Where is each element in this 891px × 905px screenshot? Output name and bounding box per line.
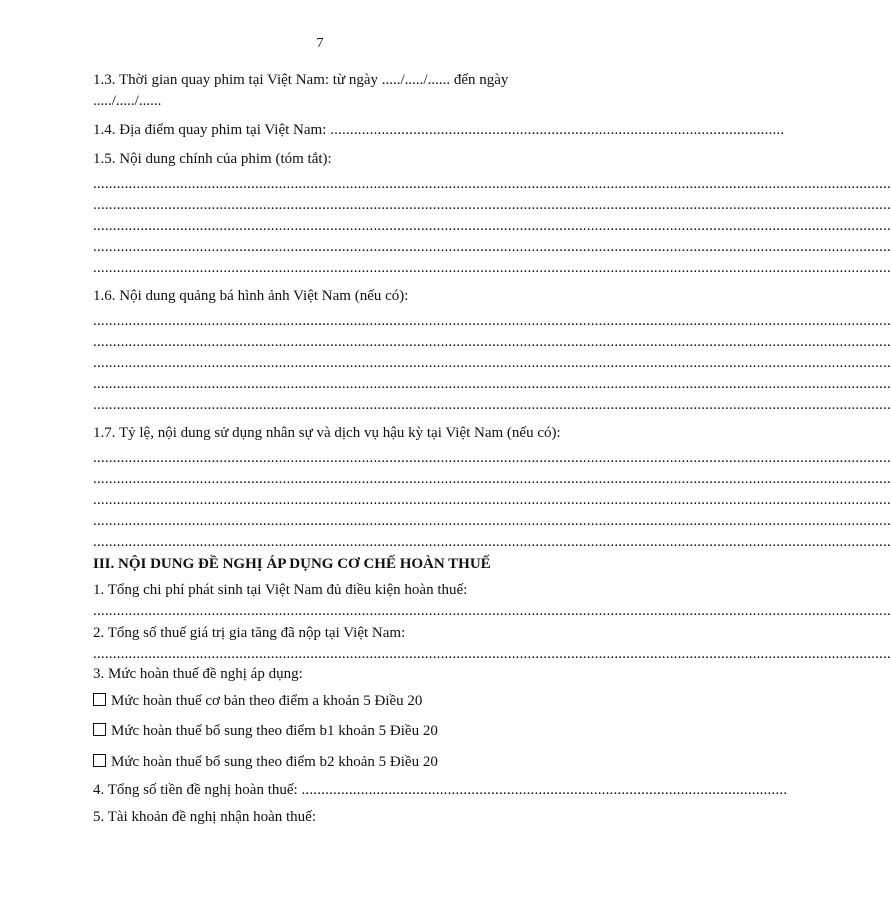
section-3-item-2-label: 2. Tổng số thuế giá trị gia tăng đã nộp tại Việt Nam: [93, 625, 406, 641]
section-3-item-4-label: 4. Tổng số tiền đề nghị hoàn thuế: [93, 782, 302, 798]
section-3-item-4-fill: ........................................................................................................................... [301, 782, 788, 798]
section-3-item-2-fill: .......................................................................................................................................................................................................... [93, 646, 891, 662]
item-1-6-fill-line-5: .......................................................................................................................................................................................................... [93, 397, 891, 413]
item-1-7-fill-line-4: .......................................................................................................................................................................................................... [93, 513, 891, 529]
item-1-4-label: 1.4. Địa điểm quay phim tại Việt Nam: [93, 122, 331, 138]
refund-option-basic[interactable] [93, 692, 577, 710]
section-3-item-1-label: 1. Tổng chi phí phát sinh tại Việt Nam đủ điều kiện hoàn thuế: [93, 582, 468, 598]
item-1-6-fill-line-1: .......................................................................................................................................................................................................... [93, 313, 891, 329]
item-1-6-label: 1.6. Nội dung quảng bá hình ảnh Việt Nam (nếu có): [93, 288, 409, 304]
item-1-5-fill-line-5: .......................................................................................................................................................................................................... [93, 260, 891, 276]
refund-option-basic-label: Mức hoàn thuế cơ bản theo điểm a khoản 5 Điều 20 [111, 693, 423, 709]
item-1-6-fill-line-3: .......................................................................................................................................................................................................... [93, 355, 891, 371]
checkbox-icon[interactable] [93, 754, 106, 767]
item-1-6-fill-line-2: .......................................................................................................................................................................................................... [93, 334, 891, 350]
item-1-5-fill-line-4: .......................................................................................................................................................................................................... [93, 239, 891, 255]
item-1-7-label: 1.7. Tỷ lệ, nội dung sử dụng nhân sự và dịch vụ hậu kỳ tại Việt Nam (nếu có): [93, 425, 561, 441]
item-1-7-fill-line-3: .......................................................................................................................................................................................................... [93, 492, 891, 508]
section-3-item-4 [93, 781, 788, 799]
item-1-6-fill-line-4: .......................................................................................................................................................................................................... [93, 376, 891, 392]
refund-option-b2-label: Mức hoàn thuế bổ sung theo điểm b2 khoản 5 Điều 20 [111, 754, 438, 770]
refund-option-b1[interactable] [93, 722, 577, 740]
section-3-item-3-label: 3. Mức hoàn thuế đề nghị áp dụng: [93, 666, 303, 682]
item-1-3-line-1: 1.3. Thời gian quay phim tại Việt Nam: từ ngày ...../...../...... đến ngày [93, 72, 509, 88]
item-1-5-fill-line-1: .......................................................................................................................................................................................................... [93, 176, 891, 192]
section-3-heading: III. NỘI DUNG ĐỀ NGHỊ ÁP DỤNG CƠ CHẾ HOÀN THUẾ [93, 556, 491, 572]
page-number: 7 [316, 36, 324, 51]
item-1-3-line-2: ...../...../...... [93, 93, 162, 109]
item-1-7-fill-line-2: .......................................................................................................................................................................................................... [93, 471, 891, 487]
item-1-5-fill-line-2: .......................................................................................................................................................................................................... [93, 197, 891, 213]
item-1-7-fill-line-5: .......................................................................................................................................................................................................... [93, 534, 891, 550]
section-3-item-5-label: 5. Tài khoản đề nghị nhận hoàn thuế: [93, 809, 317, 825]
refund-option-b1-label: Mức hoàn thuế bổ sung theo điểm b1 khoản 5 Điều 20 [111, 723, 438, 739]
item-1-4-fill: ................................................................................................................... [330, 122, 785, 138]
item-1-5-label: 1.5. Nội dung chính của phim (tóm tắt): [93, 151, 332, 167]
item-1-5-fill-line-3: .......................................................................................................................................................................................................... [93, 218, 891, 234]
checkbox-icon[interactable] [93, 723, 106, 736]
item-1-4 [93, 121, 785, 139]
item-1-7-fill-line-1: .......................................................................................................................................................................................................... [93, 450, 891, 466]
checkbox-icon[interactable] [93, 693, 106, 706]
refund-option-b2[interactable] [93, 753, 577, 771]
section-3-item-1-fill: .......................................................................................................................................................................................................... [93, 603, 891, 619]
